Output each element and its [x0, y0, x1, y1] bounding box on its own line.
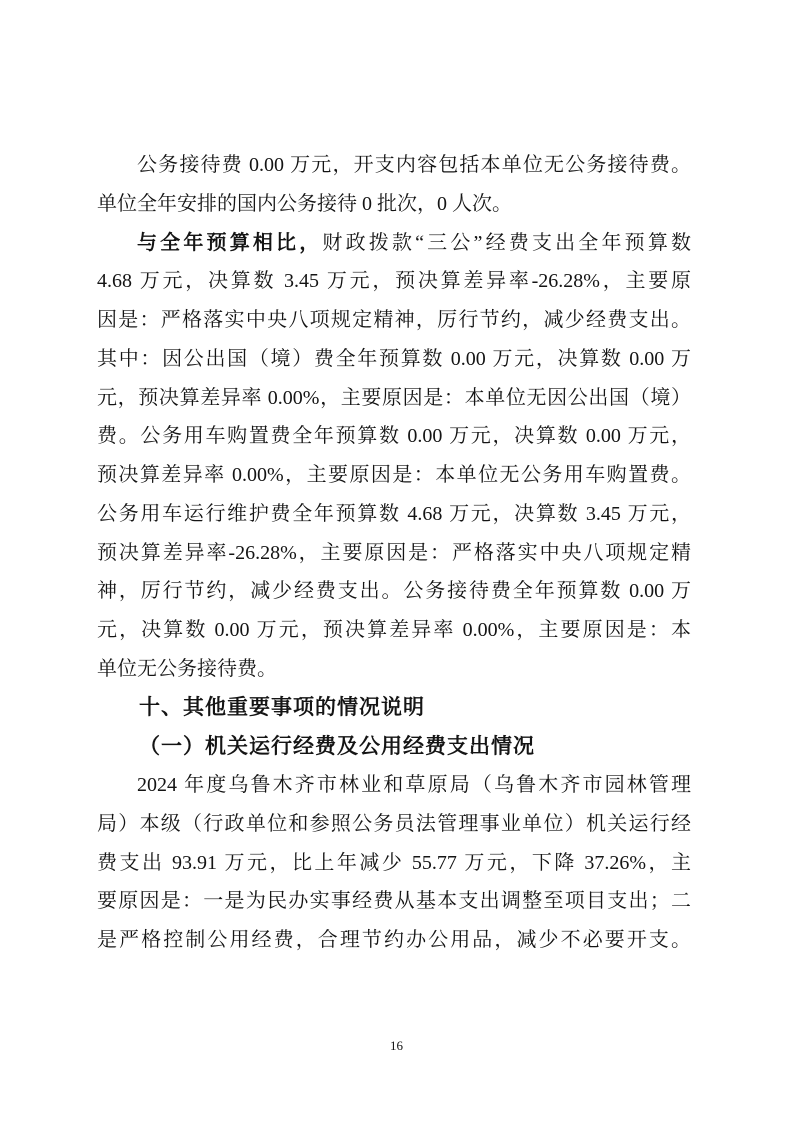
body-text: 其中：因公出国（境）费全年预算数 0.00 万元，决算数 0.00 万	[97, 347, 691, 370]
body-text: 元，决算数 0.00 万元，预决算差异率 0.00%，主要原因是：本	[97, 619, 691, 641]
body-text: 2024 年度乌鲁木齐市林业和草原局（乌鲁木齐市园林管理	[137, 774, 691, 796]
body-line	[97, 534, 691, 573]
body-line	[97, 185, 691, 224]
body-line	[97, 224, 691, 263]
page-number: 16	[390, 1038, 403, 1053]
body-line	[97, 417, 691, 456]
body-line	[97, 650, 691, 689]
body-text: 预决算差异率-26.28%，主要原因是：严格落实中央八项规定精	[97, 541, 691, 564]
body-text: 局）本级（行政单位和参照公务员法管理事业单位）机关运行经	[97, 812, 691, 835]
body-text: 费支出 93.91 万元，比上年减少 55.77 万元，下降 37.26%，主	[97, 851, 691, 874]
body-line	[97, 572, 691, 611]
body-text: 公务接待费 0.00 万元，开支内容包括本单位无公务接待费。	[137, 154, 691, 176]
body-line	[97, 921, 691, 960]
body-text: 单位全年安排的国内公务接待 0 批次，0 人次。	[97, 192, 512, 215]
body-line	[97, 379, 691, 418]
body-line	[97, 340, 691, 379]
body-text: 单位无公务接待费。	[97, 657, 277, 680]
bold-lead-text: 与全年预算相比，	[137, 231, 323, 254]
body-line	[97, 495, 691, 534]
body-line	[97, 766, 691, 805]
body-text: 是严格控制公用经费，合理节约办公用品，减少不必要开支。	[97, 929, 691, 951]
section-heading	[97, 689, 691, 728]
document-body	[97, 146, 691, 960]
body-line	[97, 805, 691, 844]
body-text: 费。公务用车购置费全年预算数 0.00 万元，决算数 0.00 万元，	[97, 425, 691, 448]
body-line	[97, 262, 691, 301]
body-text: 财政拨款“三公”经费支出全年预算数	[322, 231, 691, 254]
body-text: 十、其他重要事项的情况说明	[139, 695, 425, 719]
body-line	[97, 146, 691, 185]
body-text: 因是：严格落实中央八项规定精神，厉行节约，减少经费支出。	[97, 309, 691, 331]
body-line	[97, 611, 691, 650]
body-text: 预决算差异率 0.00%，主要原因是：本单位无公务用车购置费。	[97, 464, 691, 486]
body-text: 神，厉行节约，减少经费支出。公务接待费全年预算数 0.00 万	[97, 580, 691, 603]
body-text: （一）机关运行经费及公用经费支出情况	[139, 734, 535, 759]
subsection-heading	[97, 727, 691, 766]
body-text: 元，预决算差异率 0.00%，主要原因是：本单位无因公出国（境）	[97, 386, 691, 409]
body-line	[97, 456, 691, 495]
body-line	[97, 301, 691, 340]
body-text: 4.68 万元，决算数 3.45 万元，预决算差异率-26.28%，主要原	[97, 270, 691, 293]
body-line	[97, 844, 691, 883]
body-text: 公务用车运行维护费全年预算数 4.68 万元，决算数 3.45 万元，	[97, 502, 691, 525]
body-line	[97, 882, 691, 921]
body-text: 要原因是：一是为民办实事经费从基本支出调整至项目支出；二	[97, 890, 691, 913]
